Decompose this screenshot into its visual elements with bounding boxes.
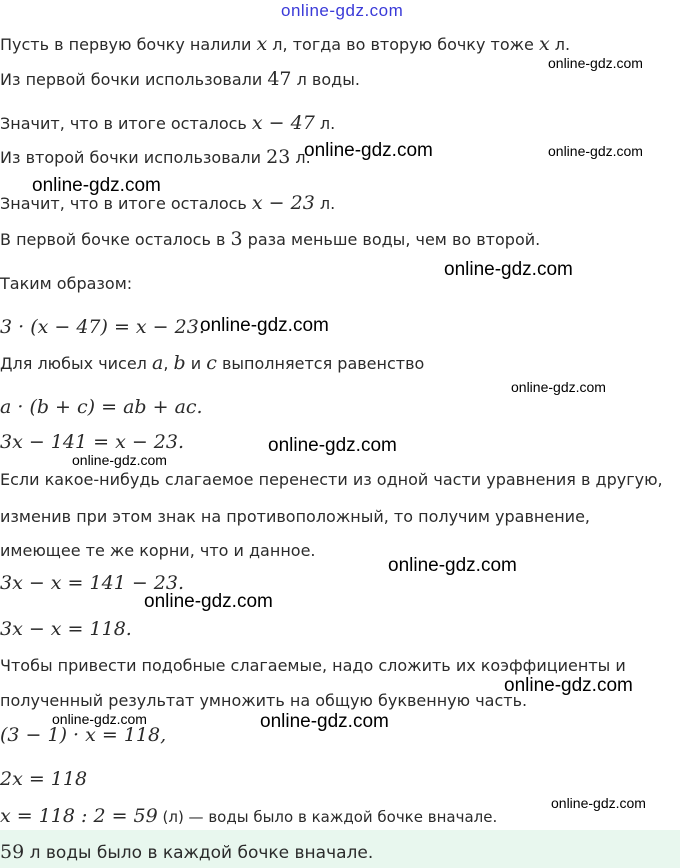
- answer-text: 59 л воды было в каждой бочке вначале.: [0, 841, 374, 863]
- text-line: Из первой бочки использовали 47 л воды.: [0, 68, 360, 90]
- equation: 3x − 141 = x − 23.: [0, 431, 184, 453]
- text-line: Значит, что в итоге осталось x − 23 л.: [0, 192, 336, 214]
- watermark: online-gdz.com: [388, 555, 517, 576]
- watermark: online-gdz.com: [268, 435, 397, 456]
- answer-box: [0, 830, 680, 868]
- equation: 3x − x = 141 − 23.: [0, 572, 184, 594]
- watermark: online-gdz.com: [72, 452, 167, 468]
- text-line: Пусть в первую бочку налили x л, тогда во вторую бочку тоже x л.: [0, 33, 571, 55]
- text-line: Если какое-нибудь слагаемое перенести из одной части уравнения в другую,: [0, 470, 663, 489]
- equation: 3x − x = 118.: [0, 618, 132, 640]
- text-line: Значит, что в итоге осталось x − 47 л.: [0, 112, 336, 134]
- watermark: online-gdz.com: [200, 315, 329, 336]
- text-line: x = 118 : 2 = 59 (л) — воды было в каждой бочке вначале.: [0, 805, 498, 827]
- equation: 2x = 118: [0, 768, 88, 790]
- watermark: online-gdz.com: [144, 591, 273, 612]
- equation: (3 − 1) · x = 118,: [0, 724, 167, 746]
- watermark: online-gdz.com: [52, 711, 147, 727]
- watermark: online-gdz.com: [548, 55, 643, 71]
- watermark: online-gdz.com: [304, 140, 433, 161]
- text-line: изменив при этом знак на противоположный, то получим уравнение,: [0, 507, 591, 526]
- text-line: Чтобы привести подобные слагаемые, надо сложить их коэффициенты и: [0, 656, 626, 675]
- equation: 3 · (x − 47) = x − 23.: [0, 316, 205, 338]
- watermark: online-gdz.com: [32, 175, 161, 196]
- watermark: online-gdz.com: [511, 379, 606, 395]
- watermark: online-gdz.com: [260, 711, 389, 732]
- text-line: Таким образом:: [0, 274, 133, 293]
- text-line: Для любых чисел a, b и c выполняется равенство: [0, 352, 425, 374]
- text-line: имеющее те же корни, что и данное.: [0, 541, 316, 560]
- watermark: online-gdz.com: [444, 259, 573, 280]
- watermark: online-gdz.com: [548, 143, 643, 159]
- watermark: online-gdz.com: [281, 1, 404, 20]
- watermark: online-gdz.com: [504, 675, 633, 696]
- text-line: полученный результат умножить на общую буквенную часть.: [0, 691, 528, 710]
- watermark: online-gdz.com: [551, 795, 646, 811]
- text-line: В первой бочке осталось в 3 раза меньше воды, чем во второй.: [0, 228, 541, 250]
- equation: a · (b + c) = ab + ac.: [0, 396, 203, 418]
- text-line: Из второй бочки использовали 23 л.: [0, 146, 311, 168]
